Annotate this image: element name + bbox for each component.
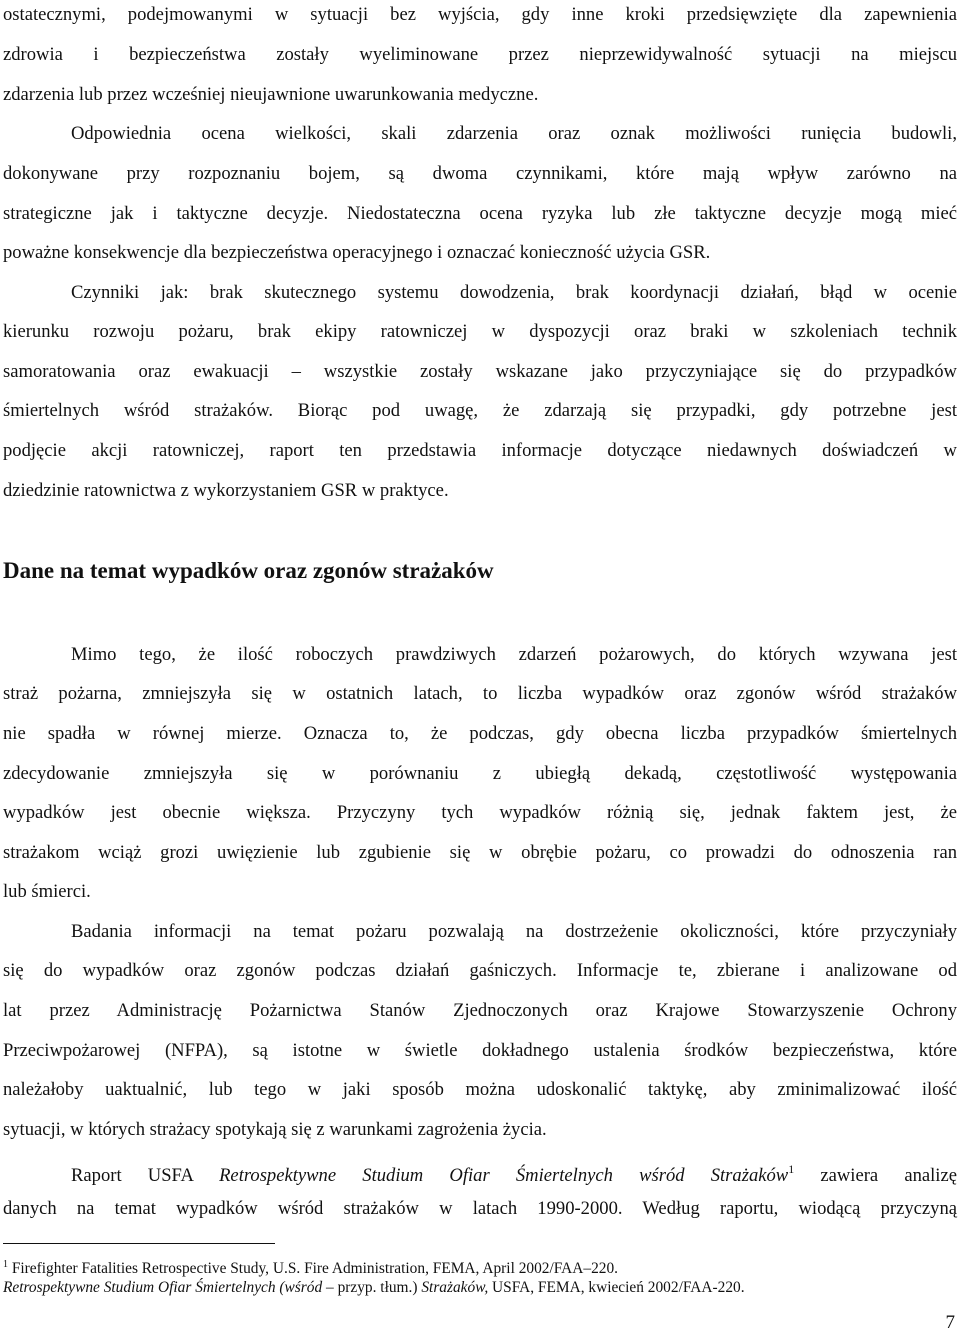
- footnote-line: [3, 1278, 745, 1298]
- page-number: 7: [945, 1312, 955, 1333]
- paragraph-line: kierunku rozwoju pożaru, brak ekipy ratowniczej w dyspozycji oraz braki w szkoleniach technik: [3, 321, 957, 342]
- paragraph-line: zdecydowanie zmniejszyła się w porównaniu z ubiegłą dekadą, częstotliwość występowania: [3, 763, 957, 784]
- paragraph-line: śmiertelnych wśród strażaków. Biorąc pod uwagę, że zdarzają się przypadki, gdy potrzebne jest: [3, 400, 957, 421]
- footnote-italic: Strażaków,: [421, 1279, 489, 1296]
- paragraph-line: samoratowania oraz ewakuacji – wszystkie zostały wskazane jako przyczyniające się do przypadków: [3, 361, 957, 382]
- line-text: zawiera analizę: [794, 1165, 957, 1186]
- paragraph-line: Odpowiednia ocena wielkości, skali zdarzenia oraz oznak możliwości runięcia budowli,: [71, 123, 957, 144]
- report-title: Retrospektywne Studium Ofiar Śmiertelnych wśród Strażaków: [219, 1165, 789, 1186]
- paragraph-line: zdarzenia lub przez wcześniej nieujawnione uwarunkowania medyczne.: [3, 84, 539, 105]
- paragraph-line: Badania informacji na temat pożaru pozwalają na dostrzeżenie okoliczności, które przyczyniały: [71, 921, 957, 942]
- paragraph-line: [71, 1157, 957, 1188]
- paragraph-line: wypadków jest obecnie większa. Przyczyny tych wypadków różnią się, jednak faktem jest, że: [3, 802, 957, 823]
- paragraph-line: danych na temat wypadków wśród strażaków w latach 1990-2000. Według raportu, wiodącą przyczyną: [3, 1198, 957, 1219]
- footnote-ref: 1: [788, 1162, 795, 1176]
- paragraph-line: straż pożarna, zmniejszyła się w ostatnich latach, to liczba wypadków oraz zgonów wśród strażaków: [3, 683, 957, 704]
- footnote-separator: [3, 1243, 275, 1244]
- footnote-line: [3, 1255, 618, 1279]
- paragraph-line: ostatecznymi, podejmowanymi w sytuacji bez wyjścia, gdy inne kroki przedsięwzięte dla zapewnienia: [3, 4, 957, 25]
- paragraph-line: Przeciwpożarowej (NFPA), są istotne w świetle dokładnego ustalenia środków bezpieczeństwa, które: [3, 1040, 957, 1061]
- line-text: Raport USFA: [71, 1165, 220, 1186]
- footnote-italic: Retrospektywne Studium Ofiar Śmiertelnych (wśród: [3, 1279, 323, 1296]
- paragraph-line: poważne konsekwencje dla bezpieczeństwa operacyjnego i oznaczać konieczność użycia GSR.: [3, 242, 711, 263]
- paragraph-line: zdrowia i bezpieczeństwa zostały wyeliminowane przez nieprzewidywalność sytuacji na miejscu: [3, 44, 957, 65]
- paragraph-line: sytuacji, w których strażacy spotykają się z warunkami zagrożenia życia.: [3, 1119, 547, 1140]
- paragraph-line: lat przez Administrację Pożarnictwa Stanów Zjednoczonych oraz Krajowe Stowarzyszenie Ochrony: [3, 1000, 957, 1021]
- paragraph-line: podjęcie akcji ratowniczej, raport ten przedstawia informacje dotyczące niedawnych doświadczeń w: [3, 440, 957, 461]
- paragraph-line: Mimo tego, że ilość roboczych prawdziwych zdarzeń pożarowych, do których wzywana jest: [71, 644, 957, 665]
- paragraph-line: Czynniki jak: brak skutecznego systemu dowodzenia, brak koordynacji działań, błąd w ocenie: [71, 282, 957, 303]
- paragraph-line: należałoby uaktualnić, lub tego w jaki sposób można udoskonalić taktykę, aby zminimalizować ilość: [3, 1079, 957, 1100]
- section-heading: Dane na temat wypadków oraz zgonów strażaków: [3, 558, 494, 583]
- paragraph-line: lub śmierci.: [3, 881, 91, 902]
- paragraph-line: strategiczne jak i taktyczne decyzje. Niedostateczna ocena ryzyka lub złe taktyczne decyzje mogą mieć: [3, 203, 957, 224]
- footnote-text: USFA, FEMA, kwiecień 2002/FAA-220.: [488, 1279, 745, 1296]
- footnote-text: Firefighter Fatalities Retrospective Study, U.S. Fire Administration, FEMA, April 2002/FAA–220.: [8, 1260, 619, 1277]
- footnote-text: – przyp. tłum.): [322, 1279, 422, 1296]
- footnote-number: 1: [3, 1259, 8, 1270]
- paragraph-line: nie spadła w równej mierze. Oznacza to, że podczas, gdy obecna liczba przypadków śmiertelnych: [3, 723, 957, 744]
- paragraph-line: dziedzinie ratownictwa z wykorzystaniem GSR w praktyce.: [3, 480, 449, 501]
- paragraph-line: dokonywane przy rozpoznaniu bojem, są dwoma czynnikami, które mają wpływ zarówno na: [3, 163, 957, 184]
- paragraph-line: się do wypadków oraz zgonów podczas działań gaśniczych. Informacje te, zbierane i analizowane od: [3, 960, 957, 981]
- paragraph-line: strażakom wciąż grozi uwięzienie lub zgubienie się w obrębie pożaru, co prowadzi do odnoszenia ran: [3, 842, 957, 863]
